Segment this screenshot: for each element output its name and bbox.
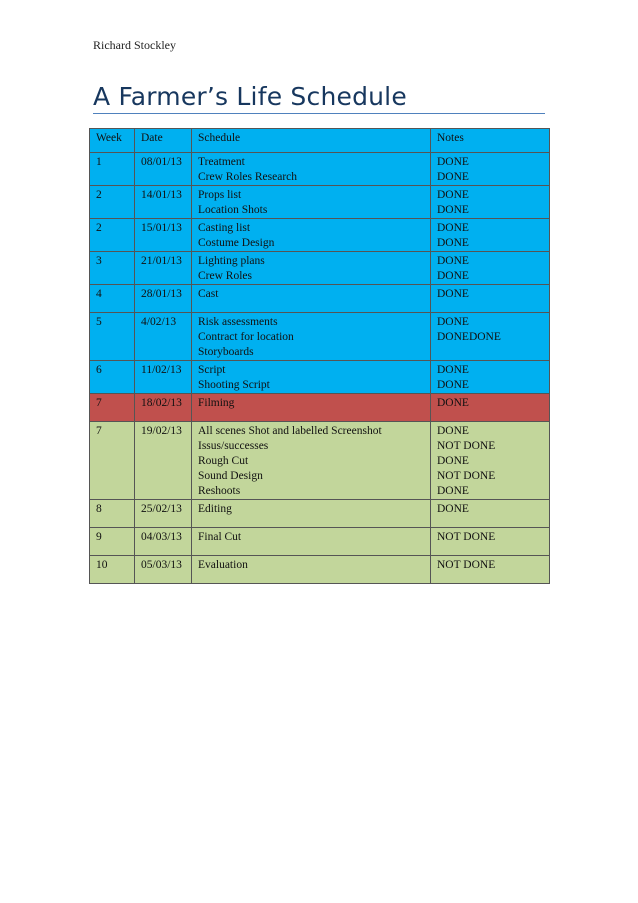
- title-underline: [93, 113, 545, 114]
- cell-date: 08/01/13: [135, 153, 192, 186]
- table-row: [90, 528, 550, 556]
- cell-notes: [431, 361, 550, 394]
- cell-week: 3: [90, 252, 135, 285]
- schedule-item: Props list: [198, 189, 242, 201]
- cell-date: 05/03/13: [135, 556, 192, 584]
- schedule-item: Rough Cut: [198, 455, 249, 467]
- cell-date: 14/01/13: [135, 186, 192, 219]
- note-status: DONE: [437, 379, 469, 391]
- page-header-author: Richard Stockley: [93, 38, 176, 52]
- table-row: [90, 313, 550, 361]
- cell-schedule: [192, 422, 431, 500]
- note-status: DONE: [437, 255, 469, 267]
- schedule-item: Cast: [198, 288, 219, 300]
- schedule-item: Casting list: [198, 222, 251, 234]
- note-status: DONE: [437, 503, 469, 515]
- note-status: NOT DONE: [437, 470, 496, 482]
- column-header-week: Week: [90, 129, 135, 147]
- schedule-item: Storyboards: [198, 346, 254, 358]
- schedule-item: Risk assessments: [198, 316, 278, 328]
- note-status: DONE: [437, 171, 469, 183]
- cell-notes: [431, 528, 550, 556]
- column-header-schedule: Schedule: [192, 129, 431, 147]
- cell-date: 21/01/13: [135, 252, 192, 285]
- note-status: NOT DONE: [437, 531, 496, 543]
- note-status: DONE: [437, 270, 469, 282]
- cell-schedule: [192, 252, 431, 285]
- table-row: [90, 361, 550, 394]
- schedule-item: Treatment: [198, 156, 245, 168]
- schedule-item: Contract for location: [198, 331, 294, 343]
- cell-date: 15/01/13: [135, 219, 192, 252]
- schedule-item: Final Cut: [198, 531, 242, 543]
- schedule-item: Evaluation: [198, 559, 248, 571]
- note-status: DONE: [437, 485, 469, 497]
- cell-date: 25/02/13: [135, 500, 192, 528]
- cell-week: 9: [90, 528, 135, 556]
- cell-schedule: [192, 361, 431, 394]
- table-row: [90, 219, 550, 252]
- schedule-table: [89, 128, 550, 584]
- table-row: [90, 556, 550, 584]
- schedule-item: Script: [198, 364, 226, 376]
- note-status: DONE: [437, 425, 469, 437]
- schedule-item: Sound Design: [198, 470, 263, 482]
- cell-week: 2: [90, 186, 135, 219]
- cell-schedule: [192, 153, 431, 186]
- cell-notes: [431, 219, 550, 252]
- schedule-item: Shooting Script: [198, 379, 270, 391]
- schedule-item: Crew Roles Research: [198, 171, 297, 183]
- cell-notes: [431, 556, 550, 584]
- table-row: [90, 186, 550, 219]
- schedule-item: Filming: [198, 397, 235, 409]
- cell-date: 19/02/13: [135, 422, 192, 500]
- cell-week: 1: [90, 153, 135, 186]
- table-header-row: [90, 129, 550, 147]
- note-status: DONE: [437, 288, 469, 300]
- table-row: [90, 500, 550, 528]
- cell-notes: [431, 422, 550, 500]
- schedule-item: Issus/successes: [198, 440, 269, 452]
- cell-notes: [431, 500, 550, 528]
- schedule-item: Costume Design: [198, 237, 275, 249]
- cell-schedule: [192, 394, 431, 422]
- note-status: DONE: [437, 156, 469, 168]
- cell-schedule: [192, 500, 431, 528]
- cell-week: 8: [90, 500, 135, 528]
- cell-notes: [431, 153, 550, 186]
- cell-schedule: [192, 528, 431, 556]
- schedule-item: All scenes Shot and labelled Screenshot: [198, 425, 382, 437]
- cell-notes: [431, 394, 550, 422]
- cell-schedule: [192, 285, 431, 313]
- cell-notes: [431, 252, 550, 285]
- note-status: DONE: [437, 364, 469, 376]
- cell-schedule: [192, 219, 431, 252]
- cell-schedule: [192, 186, 431, 219]
- cell-week: 10: [90, 556, 135, 584]
- note-status: DONE: [437, 222, 469, 234]
- schedule-item: Lighting plans: [198, 255, 265, 267]
- cell-schedule: [192, 556, 431, 584]
- schedule-item: Editing: [198, 503, 232, 515]
- table-row: [90, 153, 550, 186]
- schedule-item: Reshoots: [198, 485, 241, 497]
- column-header-notes: Notes: [431, 129, 550, 147]
- cell-notes: [431, 186, 550, 219]
- schedule-item: Crew Roles: [198, 270, 252, 282]
- note-status: DONE: [437, 237, 469, 249]
- cell-week: 7: [90, 394, 135, 422]
- note-status: DONE: [437, 455, 469, 467]
- cell-week: 7: [90, 422, 135, 500]
- cell-date: 28/01/13: [135, 285, 192, 313]
- column-header-date: Date: [135, 129, 192, 147]
- cell-week: 5: [90, 313, 135, 361]
- note-status: NOT DONE: [437, 559, 496, 571]
- note-status: DONE: [437, 204, 469, 216]
- table-row: [90, 252, 550, 285]
- schedule-item: Location Shots: [198, 204, 268, 216]
- note-status: DONE: [437, 189, 469, 201]
- table-row: [90, 422, 550, 500]
- cell-week: 4: [90, 285, 135, 313]
- cell-week: 6: [90, 361, 135, 394]
- table-row: [90, 285, 550, 313]
- cell-date: 11/02/13: [135, 361, 192, 394]
- table-row: [90, 394, 550, 422]
- note-status: DONE: [437, 316, 469, 328]
- note-status: DONE: [437, 397, 469, 409]
- page-title: A Farmer’s Life Schedule: [93, 82, 407, 111]
- cell-date: 04/03/13: [135, 528, 192, 556]
- cell-notes: [431, 313, 550, 361]
- cell-schedule: [192, 313, 431, 361]
- cell-week: 2: [90, 219, 135, 252]
- note-status: DONEDONE: [437, 331, 501, 343]
- cell-notes: [431, 285, 550, 313]
- cell-date: 4/02/13: [135, 313, 192, 361]
- note-status: NOT DONE: [437, 440, 496, 452]
- cell-date: 18/02/13: [135, 394, 192, 422]
